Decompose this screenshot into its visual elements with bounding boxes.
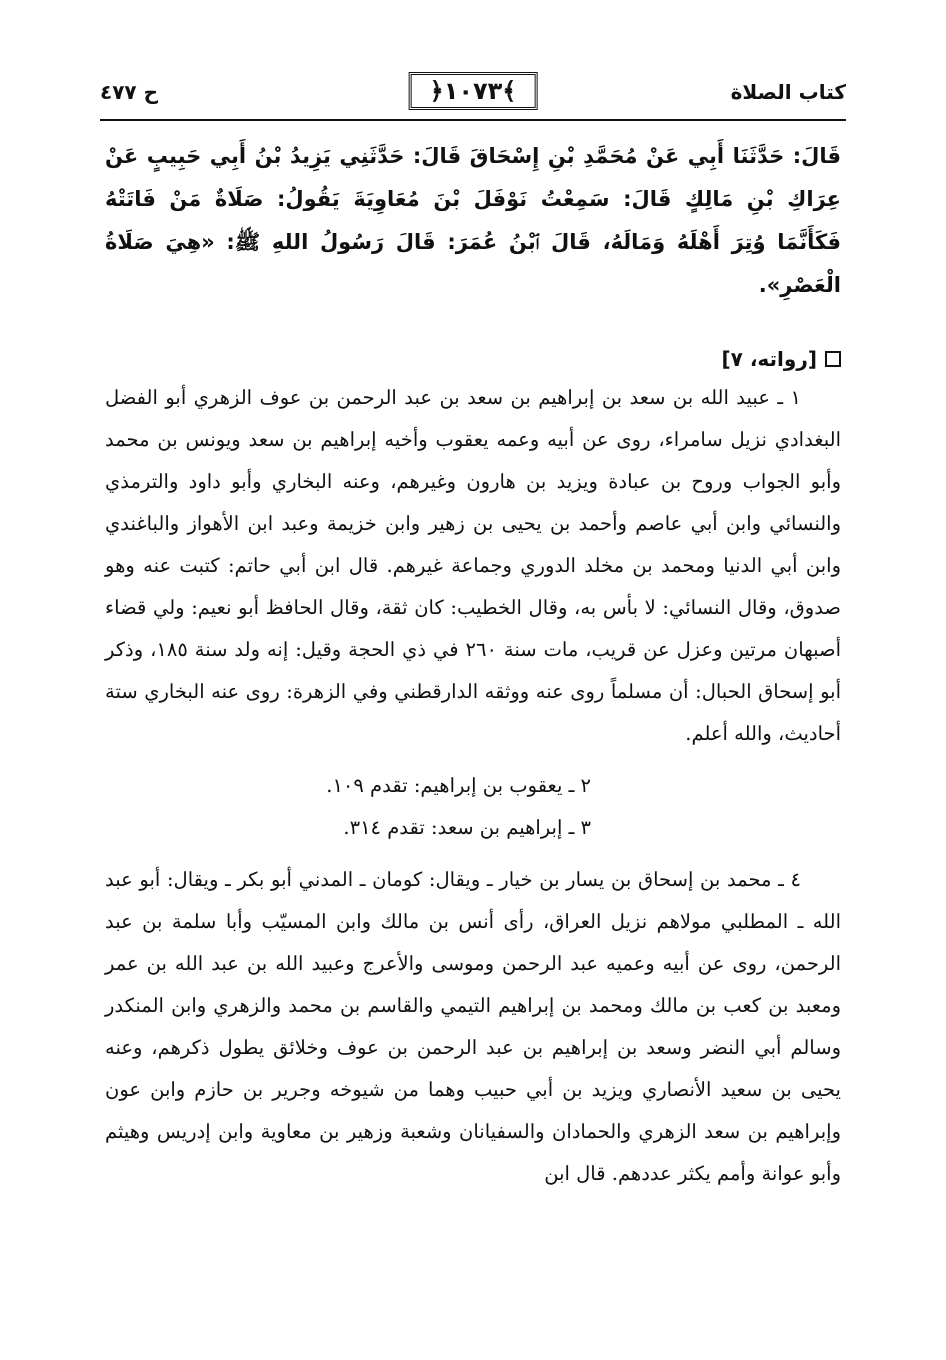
page-header: [100, 72, 846, 120]
narrator-entry: ١ ـ عبيد الله بن سعد بن إبراهيم بن سعد بن عبد الرحمن بن عوف الزهري أبو الفضل البغدادي نزيل سامراء، روى عن أبيه وعمه يعقوب وأخيه إبراهيم بن سعد ويونس بن محمد وأبو الجواب وروح بن عبادة ويزيد بن هارون وغيرهم، وعنه البخاري وأبو داود والترمذي والنسائي وابن أبي عاصم وأحمد بن يحيى بن زهير وابن خزيمة وعبد ابن الأهواز والباغندي وابن أبي الدنيا ومحمد بن مخلد الدوري وجماعة غيرهم. قال ابن أبي حاتم: كتبت عنه وهو صدوق، وقال النسائي: لا بأس به، وقال الخطيب: كان ثقة، وقال الحافظ أبو نعيم: ولي قضاء أصبهان مرتين وعزل عن قريب، مات سنة ٢٦٠ في ذي الحجة وقيل: إنه ولد سنة ١٨٥، وذكر أبو إسحاق الحبال: أن مسلماً روى عنه ووثقه الدارقطني وفي الزهرة: روى عنه البخاري ستة أحاديث، والله أعلم.: [105, 386, 841, 745]
page-body: [105, 125, 841, 1195]
header-rule: [100, 119, 846, 121]
hadith-text: قَالَ: حَدَّثَنَا أَبِي عَنْ مُحَمَّدِ بْنِ إِسْحَاقَ قَالَ: حَدَّثَنِي يَزِيدُ بْنُ أَبِي حَبِيبٍ عَنْ عِرَاكِ بْنِ مَالِكٍ قَالَ: سَمِعْتُ نَوْفَلَ بْنَ مُعَاوِيَةَ يَقُولُ: صَلَاةٌ مَنْ فَاتَتْهُ فَكَأَنَّمَا وُتِرَ أَهْلَهُ وَمَالَهُ، قَالَ ٱبْنُ عُمَرَ: قَالَ رَسُولُ اللهِ ﷺ: «هِيَ صَلَاةُ الْعَصْرِ».: [105, 144, 841, 297]
book-title: كتاب الصلاة: [730, 80, 846, 104]
page-number: ﴿١٠٧٣﴾: [409, 72, 538, 110]
narrator-entry: ٢ ـ يعقوب بن إبراهيم: تقدم ١٠٩.: [326, 774, 591, 797]
narrators-section-heading: [105, 347, 841, 371]
square-bullet-icon: [825, 351, 841, 367]
section-title: [رواته، ٧]: [721, 347, 817, 371]
narrator-entry: ٤ ـ محمد بن إسحاق بن يسار بن خيار ـ ويقال: كومان ـ المدني أبو بكر ـ ويقال: أبو عبد الله ـ المطلبي مولاهم نزيل العراق، رأى أنس بن مالك وابن المسيّب وأبا سلمة بن عبد الرحمن، روى عن أبيه وعميه عبد الرحمن وموسى والأعرج وعبيد الله بن عبد الله بن عمر ومعبد بن كعب بن مالك ومحمد بن إبراهيم التيمي والقاسم بن محمد والزهري وابن المنكدر وسالم أبي النضر وسعد بن إبراهيم بن عبد الرحمن بن عوف وخلائق يطول ذكرهم، وعنه يحيى بن سعيد الأنصاري ويزيد بن أبي حبيب وهما من شيوخه وجرير بن حازم وابن عون وإبراهيم بن سعد الزهري والحمادان والسفيانان وشعبة وزهير بن معاوية وابن إدريس وهيثم وأبو عوانة وأمم يكثر عددهم. قال ابن: [105, 868, 841, 1185]
narrator-entry: ٣ ـ إبراهيم بن سعد: تقدم ٣١٤.: [343, 816, 591, 839]
hadith-reference: ح ٤٧٧: [100, 80, 159, 104]
